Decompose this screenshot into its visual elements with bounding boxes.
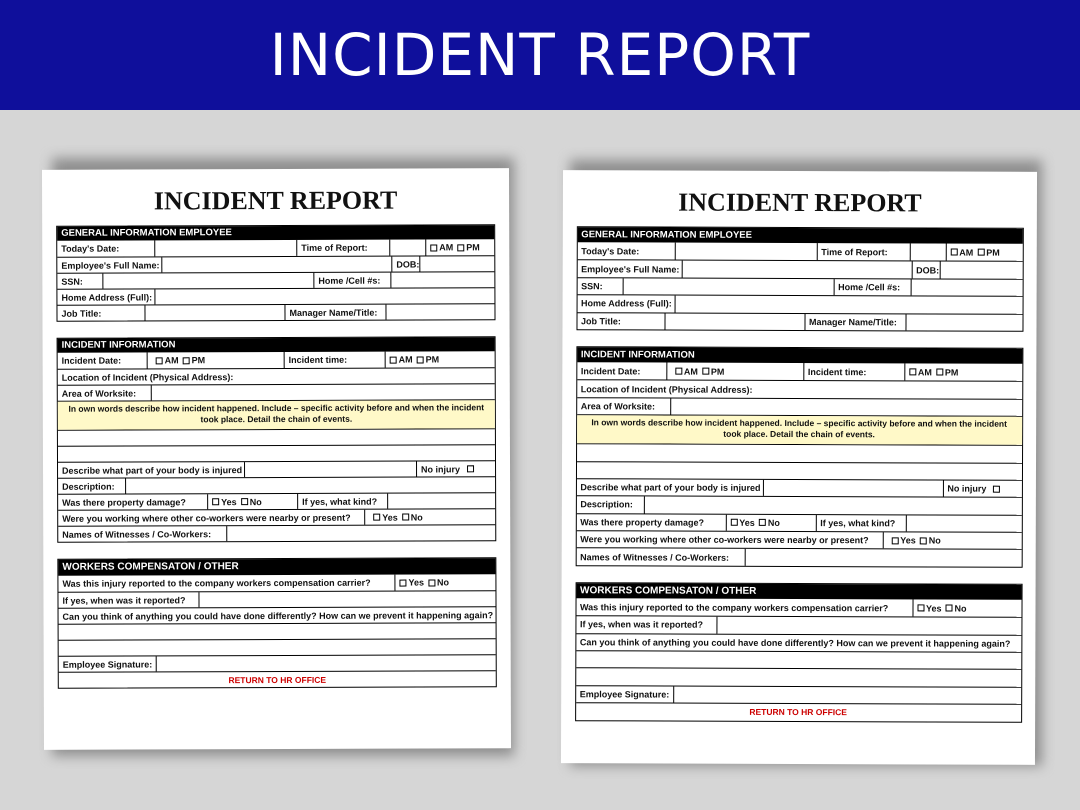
row-address [57,287,494,305]
incident-pm-checkbox[interactable]: PM [183,355,206,365]
time-of-report-field[interactable] [389,239,425,255]
time-of-report-label: Time of Report: [296,240,389,256]
time-pm-checkbox[interactable]: PM [936,367,959,377]
row-name-dob [577,260,1022,279]
report-am-pm [945,244,1022,262]
time-of-report-label: Time of Report: [816,243,909,261]
checkbox-icon [402,514,409,521]
row-description [576,496,1021,515]
row-area [577,397,1022,416]
home-address-label: Home Address (Full): [61,291,153,303]
row-date-time [577,242,1022,261]
home-cell-field[interactable] [390,272,494,287]
manager-field[interactable] [385,304,494,319]
coworkers-options [364,509,495,524]
coworkers-no-checkbox[interactable]: No [402,512,423,522]
todays-date-field[interactable] [674,243,816,261]
when-reported-field[interactable] [716,617,1021,634]
coworkers-label: Were you working where other co-workers were nearby or present? [62,512,351,524]
home-cell-label: Home /Cell #s: [833,279,910,296]
row-area [58,383,495,401]
differently-line-2[interactable] [576,668,1021,687]
location-label: Location of Incident (Physical Address): [580,383,753,395]
checkbox-icon [675,368,682,375]
property-damage-options [725,514,815,531]
row-describe-note [577,414,1022,445]
checkbox-icon [457,244,464,251]
incident-am-checkbox[interactable]: AM [675,366,698,376]
checkbox-icon [891,537,898,544]
full-name-label: Employee's Full Name: [61,259,160,271]
dob-label: DOB: [911,262,939,278]
banner-title: INCIDENT REPORT [269,21,811,89]
body-part-label: Describe what part of your body is injured [62,464,243,476]
describe-line-1[interactable] [577,443,1022,462]
witnesses-field[interactable] [226,525,495,541]
describe-line-2[interactable] [58,444,495,462]
checkbox-icon [212,498,219,505]
job-title-label: Job Title: [580,315,621,327]
manager-field[interactable] [905,314,1022,331]
home-cell-label: Home /Cell #s: [313,273,390,288]
incident-date-label: Incident Date: [61,355,122,366]
checkbox-icon [399,579,406,586]
row-job-manager [577,312,1022,331]
report-am-pm [425,239,494,255]
todays-date-field[interactable] [154,240,296,256]
incident-info-header: INCIDENT INFORMATION [58,337,495,353]
witnesses-label: Names of Witnesses / Co-Workers: [580,551,730,563]
row-body-part [576,478,1021,497]
if-yes-kind-label: If yes, what kind? [815,515,905,532]
description-field[interactable] [125,477,495,493]
home-address-field[interactable] [154,288,494,304]
report-am-checkbox[interactable]: AM [950,247,973,257]
reported-label: Was this injury reported to the company workers compensation carrier? [579,601,889,613]
checkbox-icon [950,249,957,256]
row-signature [576,685,1021,704]
reported-yes-checkbox[interactable]: Yes [917,603,942,613]
row-body-part [58,460,495,478]
home-cell-field[interactable] [910,279,1022,296]
checkbox-icon [946,605,953,612]
coworkers-yes-checkbox[interactable]: Yes [373,512,398,522]
differently-label: Can you think of anything you could have done differently? How can we prevent it happening again? [579,637,1011,649]
property-no-checkbox[interactable]: No [241,497,262,507]
property-damage-label: Was there property damage? [62,496,186,508]
row-witnesses [58,524,495,542]
ssn-field[interactable] [102,273,313,289]
row-differently [576,633,1021,652]
todays-date-label: Today's Date: [61,243,120,254]
incident-form [56,224,497,689]
incident-info-section [57,336,497,543]
dob-field[interactable] [939,262,1022,279]
checkbox-icon [373,514,380,521]
differently-line-2[interactable] [59,638,496,656]
incident-date-field[interactable] [666,362,803,380]
reported-yes-checkbox[interactable]: Yes [399,577,424,587]
row-reported [58,574,495,592]
home-address-field[interactable] [674,296,1022,314]
describe-note: In own words describe how incident happened. Include – specific activity before and when the incident took place. Detail the chain of events. [577,415,1022,445]
incident-form [575,226,1024,722]
job-title-label: Job Title: [61,308,102,319]
row-differently [59,606,496,624]
checkbox-icon [241,498,248,505]
when-reported-label: If yes, when was it reported? [579,619,703,631]
job-title-field[interactable] [144,305,284,320]
checkbox-icon [702,368,709,375]
row-when-reported [576,615,1021,634]
full-name-field[interactable] [681,261,911,278]
describe-note: In own words describe how incident happened. Include – specific activity before and when the incident took place. Detail the chain of events. [58,400,495,430]
row-describe-note [58,399,495,430]
checkbox-icon [977,249,984,256]
workers-comp-section [57,557,496,689]
workers-comp-header: WORKERS COMPENSATON / OTHER [576,583,1021,600]
row-reported [576,598,1021,617]
row-location [58,367,495,385]
dob-field[interactable] [419,256,494,271]
return-to-hr-label: RETURN TO HR OFFICE [749,707,847,718]
signature-label: Employee Signature: [579,689,670,700]
incident-pm-checkbox[interactable]: PM [702,366,725,376]
banner [0,0,1080,110]
incident-time-label: Incident time: [284,352,385,368]
when-reported-label: If yes, when was it reported? [62,594,186,606]
full-name-label: Employee's Full Name: [581,263,680,275]
row-description [58,476,495,494]
row-property-damage [576,513,1021,532]
form-page-right [561,170,1037,765]
incident-am-checkbox[interactable]: AM [156,355,179,365]
checkbox-icon [730,519,737,526]
description-label: Description: [62,481,115,492]
incident-info-header: INCIDENT INFORMATION [577,347,1022,364]
checkbox-icon [993,485,1000,492]
dob-label: DOB: [391,257,419,272]
differently-line-1[interactable] [59,622,496,640]
row-job-manager [57,303,494,321]
checkbox-icon [917,604,924,611]
reported-options [394,574,495,590]
differently-label: Can you think of anything you could have done differently? How can we prevent it happening again? [62,609,494,622]
location-label: Location of Incident (Physical Address): [61,371,234,383]
manager-label: Manager Name/Title: [284,305,385,320]
property-no-checkbox[interactable]: No [759,518,780,528]
checkbox-icon [183,357,190,364]
incident-time-field[interactable] [385,351,495,367]
row-incident-date-time [58,351,495,369]
property-yes-checkbox[interactable]: Yes [212,497,237,507]
description-field[interactable] [643,497,1021,515]
describe-line-1[interactable] [58,428,495,446]
form-page-left [42,168,511,750]
job-title-field[interactable] [664,313,804,330]
if-yes-kind-label: If yes, what kind? [297,494,387,509]
checkbox-icon [428,579,435,586]
row-return [576,702,1021,721]
differently-line-1[interactable] [576,650,1021,669]
full-name-field[interactable] [161,257,391,273]
checkbox-icon [920,537,927,544]
report-am-checkbox[interactable]: AM [430,242,453,252]
home-address-label: Home Address (Full): [581,298,672,309]
manager-label: Manager Name/Title: [804,314,905,331]
return-to-hr-label: RETURN TO HR OFFICE [228,674,327,685]
row-signature [59,654,496,672]
describe-line-2[interactable] [576,461,1021,480]
body-part-label: Describe what part of your body is injured [580,482,761,493]
row-when-reported [58,590,495,608]
general-info-section [576,226,1023,332]
if-yes-kind-field[interactable] [387,493,495,508]
row-location [577,380,1022,399]
row-coworkers [576,530,1021,549]
checkbox-icon [936,369,943,376]
no-injury-checkbox[interactable]: No injury [942,480,1021,497]
area-label: Area of Worksite: [580,401,656,412]
row-ssn-phone [57,271,494,289]
checkbox-icon [390,356,397,363]
row-witnesses [576,548,1021,567]
witnesses-field[interactable] [744,549,1021,566]
body-part-field[interactable] [762,480,942,497]
row-address [577,294,1022,313]
area-label: Area of Worksite: [61,387,137,399]
signature-label: Employee Signature: [62,658,153,670]
property-damage-options [207,494,297,509]
row-property-damage [58,492,495,510]
time-am-checkbox[interactable]: AM [909,367,932,377]
row-coworkers [58,508,495,526]
todays-date-label: Today's Date: [581,245,640,257]
coworkers-options [882,532,1021,549]
signature-field[interactable] [156,655,496,671]
report-pm-checkbox[interactable]: PM [977,247,1000,257]
coworkers-no-checkbox[interactable]: No [920,536,941,546]
area-field[interactable] [670,398,1022,416]
incident-date-field[interactable] [147,352,284,368]
area-field[interactable] [151,384,495,400]
reported-no-checkbox[interactable]: No [428,577,449,587]
property-damage-label: Was there property damage? [580,517,705,528]
workers-comp-section [575,582,1022,722]
time-of-report-field[interactable] [909,243,945,261]
time-pm-checkbox[interactable]: PM [417,354,440,364]
if-yes-kind-field[interactable] [905,515,1021,532]
incident-info-section [575,346,1023,567]
report-pm-checkbox[interactable]: PM [457,242,480,252]
signature-field[interactable] [673,686,1021,704]
reported-label: Was this injury reported to the company workers compensation carrier? [62,577,371,589]
checkbox-icon [909,369,916,376]
document-title: INCIDENT REPORT [153,185,398,216]
witnesses-label: Names of Witnesses / Co-Workers: [62,528,212,540]
when-reported-field[interactable] [198,591,495,607]
general-info-section [56,224,495,322]
coworkers-label: Were you working where other co-workers were nearby or present? [580,534,869,546]
no-injury-checkbox[interactable]: No injury [416,461,495,476]
checkbox-icon [759,519,766,526]
coworkers-yes-checkbox[interactable]: Yes [891,536,916,546]
reported-no-checkbox[interactable]: No [946,603,967,613]
ssn-field[interactable] [622,278,833,295]
general-info-header: GENERAL INFORMATION EMPLOYEE [57,225,494,241]
row-date-time [57,239,494,257]
time-am-checkbox[interactable]: AM [390,355,413,365]
row-ssn-phone [577,277,1022,296]
row-return [59,670,496,688]
checkbox-icon [430,244,437,251]
ssn-label: SSN: [61,276,83,287]
body-part-field[interactable] [244,462,416,478]
property-yes-checkbox[interactable]: Yes [730,518,755,528]
ssn-label: SSN: [581,281,603,292]
checkbox-icon [156,357,163,364]
document-title: INCIDENT REPORT [678,187,922,218]
incident-time-field[interactable] [904,363,1022,381]
reported-options [912,599,1021,617]
incident-date-label: Incident Date: [580,365,641,377]
workers-comp-header: WORKERS COMPENSATON / OTHER [58,558,495,576]
description-label: Description: [580,499,633,510]
incident-time-label: Incident time: [803,363,904,381]
row-incident-date-time [577,362,1022,381]
general-info-header: GENERAL INFORMATION EMPLOYEE [577,227,1022,244]
checkbox-icon [467,465,474,472]
checkbox-icon [417,356,424,363]
row-name-dob [57,255,494,273]
